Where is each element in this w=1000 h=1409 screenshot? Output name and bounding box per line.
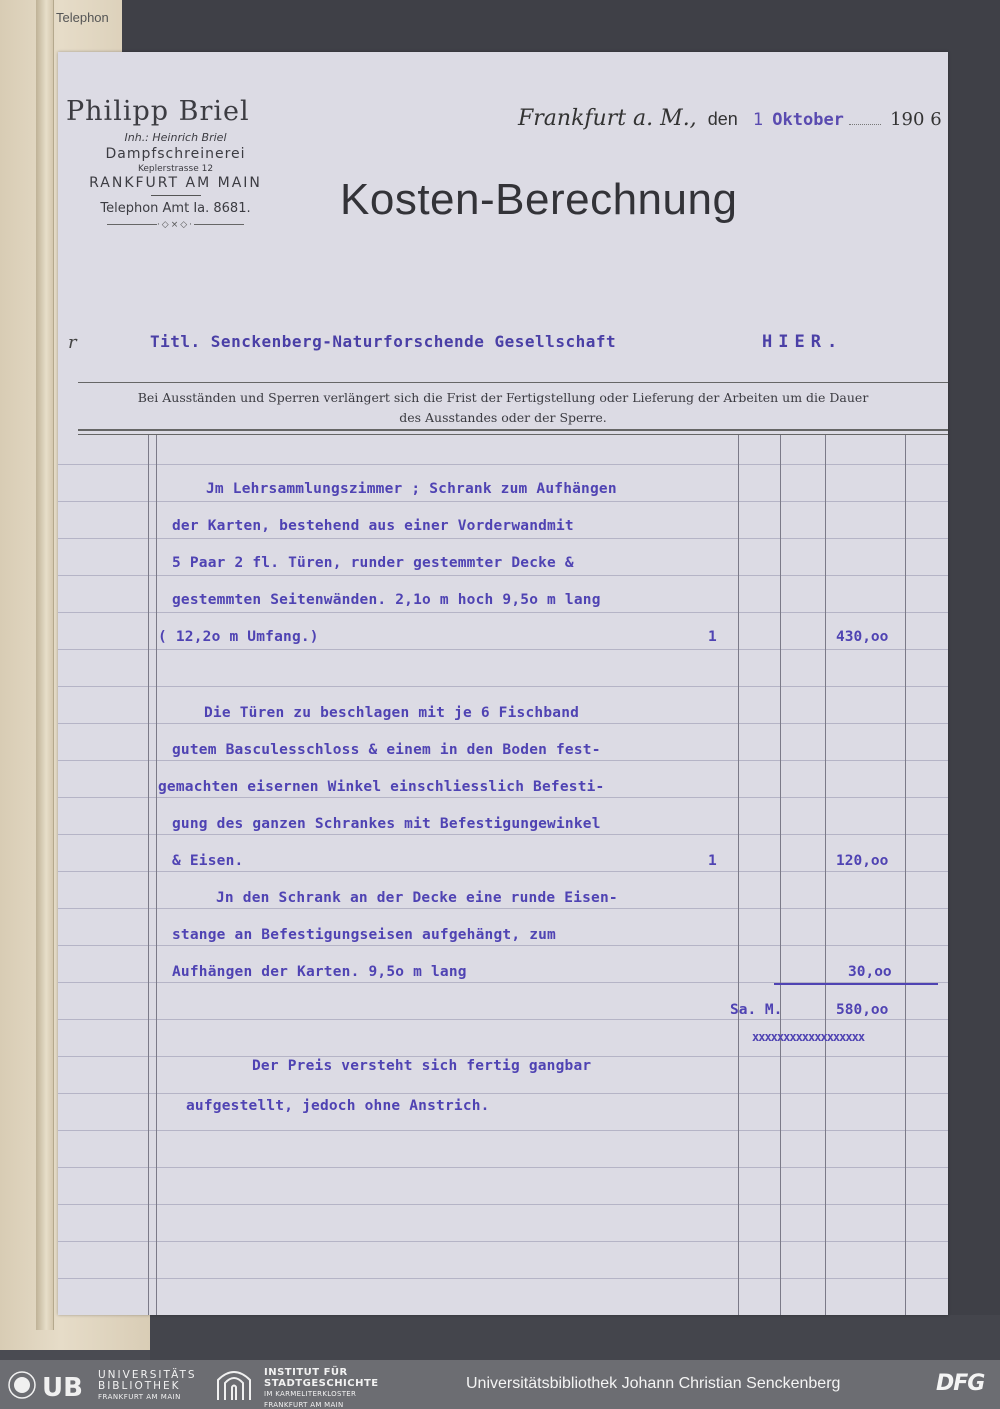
letterhead xyxy=(58,96,293,230)
date-day: 1 xyxy=(752,110,764,130)
scan-background-bottom xyxy=(150,1315,1000,1360)
firm-street: Keplerstrasse 12 xyxy=(137,164,214,174)
date-dotted-line xyxy=(849,124,881,125)
total-crossout: xxxxxxxxxxxxxxxxxx xyxy=(752,1030,865,1044)
ledger-ruling-line xyxy=(58,501,948,502)
document-title: Kosten-Berechnung xyxy=(340,175,738,224)
notice-line-2: des Ausstandes oder der Sperre. xyxy=(399,410,607,425)
ledger-ruling-line xyxy=(58,612,948,613)
item-1-line-4: gestemmten Seitenwänden. 2,1o m hoch 9,5o m lang xyxy=(172,592,601,608)
date-city: Frankfurt a. M., xyxy=(518,106,697,131)
ledger-ruling-line xyxy=(58,538,948,539)
ub-wordmark xyxy=(98,1370,197,1403)
ornament-icon: ·◇×◇· xyxy=(156,220,195,230)
isg-line-4: FRANKFURT AM MAIN xyxy=(264,1401,344,1409)
notice-top-rule xyxy=(78,382,948,383)
ledger-column-rule xyxy=(780,435,781,1315)
item-2-line-1: Die Türen zu beschlagen mit je 6 Fischband xyxy=(204,705,580,721)
ledger-ruling-line xyxy=(58,1204,948,1205)
item-2-amount: 120,oo xyxy=(836,853,889,869)
underlying-sheet-label: Telephon xyxy=(56,10,109,25)
ledger-ruling-line xyxy=(58,1019,948,1020)
item-3-line-2: stange an Befestigungseisen aufgehängt, zum xyxy=(172,927,556,943)
ledger-table xyxy=(58,435,948,1315)
ledger-column-rule xyxy=(738,435,739,1315)
date-year: 190 6 xyxy=(890,109,942,130)
notice-line-1: Bei Ausständen und Sperren verlängert sich die Frist der Fertigstellung oder Lieferung der Arbeiten um die Dauer xyxy=(137,390,869,405)
ledger-ruling-line xyxy=(58,649,948,650)
total-label: Sa. M. xyxy=(730,1002,783,1018)
ledger-ruling-line xyxy=(58,797,948,798)
item-2-line-5: & Eisen. xyxy=(172,853,244,869)
ub-line-3: FRANKFURT AM MAIN xyxy=(98,1393,181,1401)
sum-underline xyxy=(774,983,938,985)
isg-line-3: IM KARMELITERKLOSTER xyxy=(264,1390,357,1398)
item-3-line-3: Aufhängen der Karten. 9,5o m lang xyxy=(172,964,467,980)
item-1-line-5: ( 12,2o m Umfang.) xyxy=(158,629,319,645)
dateline xyxy=(518,106,948,138)
closing-line-2: aufgestellt, jedoch ohne Anstrich. xyxy=(186,1098,490,1114)
ledger-ruling-line xyxy=(58,575,948,576)
item-1-line-3: 5 Paar 2 fl. Türen, runder gestemmter Decke & xyxy=(172,555,574,571)
ub-logo-icon xyxy=(8,1369,98,1401)
ledger-column-rule xyxy=(905,435,906,1315)
scan-background-top xyxy=(122,0,1000,52)
item-2-line-3: gemachten eisernen Winkel einschliesslich Befesti- xyxy=(158,779,605,795)
svg-text:UB: UB xyxy=(42,1373,83,1401)
firm-name: Philipp Briel xyxy=(66,96,250,127)
firm-owner: Inh.: Heinrich Briel xyxy=(124,131,227,144)
ledger-ruling-line xyxy=(58,945,948,946)
item-2-quantity: 1 xyxy=(708,853,717,869)
isg-line-1: INSTITUT FÜR xyxy=(264,1367,348,1378)
dfg-logo: DFG xyxy=(936,1371,985,1396)
scan-background-right xyxy=(948,0,1000,1360)
isg-wordmark xyxy=(264,1367,379,1409)
item-1-amount: 430,oo xyxy=(836,629,889,645)
ledger-ruling-line xyxy=(58,464,948,465)
item-2-line-2: gutem Basculesschloss & einem in den Boden fest- xyxy=(172,742,601,758)
letterhead-ornament xyxy=(58,220,293,230)
date-month: Oktober xyxy=(772,110,844,130)
ub-line-1: UNIVERSITÄTS xyxy=(98,1369,197,1381)
ledger-ruling-line xyxy=(58,1241,948,1242)
recipient-prefix: r xyxy=(68,332,77,353)
firm-city: RANKFURT AM MAIN xyxy=(89,175,262,191)
total-amount: 580,oo xyxy=(836,1002,889,1018)
ledger-column-rule xyxy=(825,435,826,1315)
item-1-line-2: der Karten, bestehend aus einer Vorderwandmit xyxy=(172,518,574,534)
library-name: Universitätsbibliothek Johann Christian Senckenberg xyxy=(466,1375,841,1392)
ub-line-2: BIBLIOTHEK xyxy=(98,1380,181,1392)
recipient-name: Titl. Senckenberg-Naturforschende Gesellschaft xyxy=(150,332,617,351)
letterhead-divider xyxy=(151,195,201,196)
footer-bar xyxy=(0,1360,1000,1409)
isg-line-2: STADTGESCHICHTE xyxy=(264,1378,379,1389)
item-3-amount: 30,oo xyxy=(848,964,892,980)
item-1-quantity: 1 xyxy=(708,629,717,645)
ledger-ruling-line xyxy=(58,1093,948,1094)
isg-logo-icon xyxy=(214,1368,254,1402)
ledger-ruling-line xyxy=(58,1167,948,1168)
ledger-ruling-line xyxy=(58,1278,948,1279)
notice-bottom-rule xyxy=(78,429,948,431)
ledger-ruling-line xyxy=(58,686,948,687)
firm-phone: Telephon Amt Ia. 8681. xyxy=(100,201,251,216)
underlying-sheet-edge xyxy=(36,0,54,1330)
item-3-line-1: Jn den Schrank an der Decke eine runde Eisen- xyxy=(216,890,618,906)
ledger-ruling-line xyxy=(58,834,948,835)
ledger-column-rule xyxy=(156,435,157,1315)
ledger-ruling-line xyxy=(58,1056,948,1057)
recipient-city: HIER. xyxy=(762,332,844,352)
ledger-ruling-line xyxy=(58,760,948,761)
invoice-sheet xyxy=(58,52,948,1315)
item-1-line-1: Jm Lehrsammlungszimmer ; Schrank zum Aufhängen xyxy=(206,481,617,497)
item-2-line-4: gung des ganzen Schrankes mit Befestigungewinkel xyxy=(172,816,601,832)
ledger-ruling-line xyxy=(58,871,948,872)
closing-line-1: Der Preis versteht sich fertig gangbar xyxy=(252,1058,592,1074)
date-den: den xyxy=(707,109,738,129)
ledger-ruling-line xyxy=(58,1130,948,1131)
delivery-notice xyxy=(88,388,918,428)
ledger-column-rule xyxy=(148,435,149,1315)
firm-trade: Dampfschreinerei xyxy=(105,146,246,162)
ledger-ruling-line xyxy=(58,908,948,909)
ledger-ruling-line xyxy=(58,723,948,724)
